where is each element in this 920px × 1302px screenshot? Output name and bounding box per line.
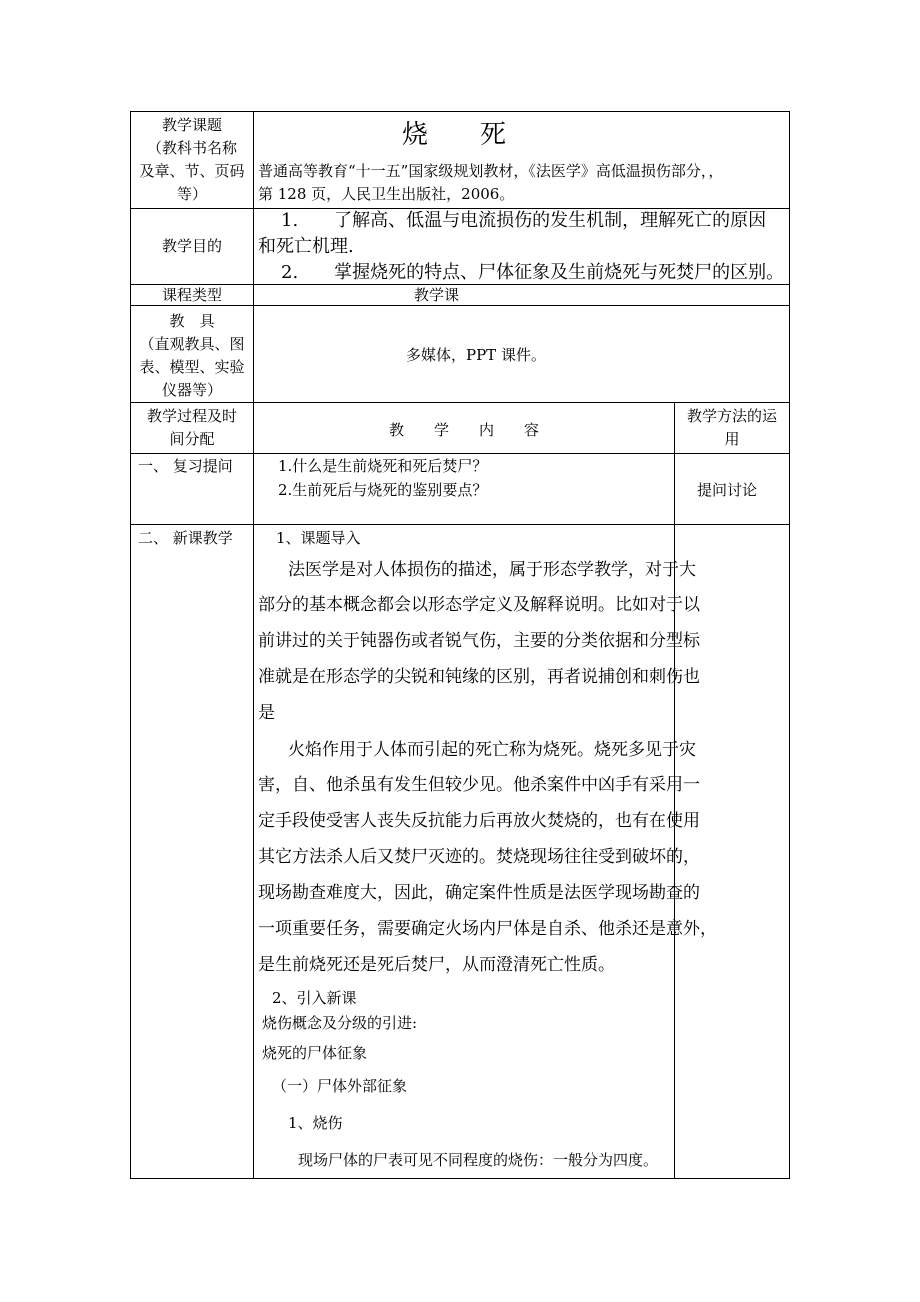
content-line: 1、课题导入: [276, 529, 361, 547]
review-label: 一、 复习提问: [138, 457, 233, 475]
title-label-line: 及章、节、页码: [139, 162, 245, 180]
table-border-right: [789, 111, 790, 1179]
review-question: 1.什么是生前烧死和死后焚尸？: [278, 457, 488, 475]
content-line: 一项重要任务，需要确定火场内尸体是自杀、他杀还是意外，: [258, 919, 717, 939]
table-border-left: [130, 111, 131, 1179]
content-line: 定手段使受害人丧失反抗能力后再放火焚烧的，也有在使用: [258, 811, 700, 831]
content-line: 其它方法杀人后又焚尸灭迹的。焚烧现场往往受到破坏的，: [258, 847, 700, 867]
review-method: 提问讨论: [697, 481, 758, 499]
row-divider: [130, 524, 790, 525]
textbook-reference: 第 128 页，人民卫生出版社，2006。: [258, 185, 515, 203]
content-line: 烧死的尸体征象: [262, 1044, 368, 1062]
course-type-value: 教学课: [414, 286, 460, 304]
row-divider: [130, 402, 790, 403]
tools-label-line: （直观教具、图: [139, 335, 245, 353]
content-line: 前讲过的关于钝器伤或者锐气伤，主要的分类依据和分型标: [258, 631, 700, 651]
content-line: 现场尸体的尸表可见不同程度的烧伤：一般分为四度。: [298, 1151, 659, 1169]
content-line: 害，自、他杀虽有发生但较少见。他杀案件中凶手有采用一: [258, 775, 700, 795]
content-line: 2、引入新课: [272, 989, 357, 1007]
objective-item: 2. 掌握烧死的特点、尸体征象及生前烧死与死焚尸的区别。: [281, 262, 785, 283]
tools-label-line: 表、模型、实验: [139, 358, 245, 376]
process-header: 教学过程及时: [146, 407, 237, 425]
title-label-line: 等）: [176, 185, 207, 203]
objective-label: 教学目的: [161, 237, 222, 255]
method-header: 教学方法的运: [686, 407, 777, 425]
tools-value: 多媒体，PPT 课件。: [406, 346, 546, 364]
objective-item: 1. 了解高、低温与电流损伤的发生机制，理解死亡的原因: [281, 210, 767, 231]
title-label-line: 教学课题: [161, 116, 222, 134]
textbook-reference: 普通高等教育“十一五”国家级规划教材，《法医学》高低温损伤部分，，: [258, 162, 724, 180]
new-lesson-label: 二、 新课教学: [138, 529, 233, 547]
content-line: （一）尸体外部征象: [272, 1077, 408, 1095]
content-line: 部分的基本概念都会以形态学定义及解释说明。比如对于以: [258, 595, 700, 615]
tools-label-line: 仪器等）: [161, 381, 222, 399]
review-question: 2.生前死后与烧死的鉴别要点？: [278, 481, 488, 499]
course-type-label: 课程类型: [161, 286, 222, 304]
content-line: 烧伤概念及分级的引进:: [262, 1014, 418, 1032]
tools-label-line: 教 具: [169, 312, 215, 330]
table-border-bottom: [130, 1178, 790, 1179]
content-line: 火焰作用于人体而引起的死亡称为烧死。烧死多见于灾: [288, 740, 696, 760]
table-border-top: [130, 111, 790, 112]
content-line: 1、烧伤: [288, 1114, 343, 1132]
title-label-line: （教科书名称: [146, 139, 237, 157]
content-line: 是: [258, 703, 275, 723]
content-header: 教 学 内 容: [388, 421, 539, 439]
content-line: 是生前烧死还是死后焚尸，从而澄清死亡性质。: [258, 955, 615, 975]
content-line: 准就是在形态学的尖锐和钝缘的区别，再者说捕创和刺伤也: [258, 667, 700, 687]
method-header: 用: [724, 430, 740, 448]
lesson-title: 烧 死: [401, 120, 506, 150]
column-divider-label: [253, 111, 254, 1179]
objective-item: 和死亡机理.: [258, 236, 354, 257]
process-header: 间分配: [169, 430, 215, 448]
content-line: 现场勘查难度大，因此，确定案件性质是法医学现场勘查的: [258, 883, 700, 903]
row-divider: [130, 453, 790, 454]
content-line: 法医学是对人体损伤的描述，属于形态学教学，对于大: [288, 560, 696, 580]
